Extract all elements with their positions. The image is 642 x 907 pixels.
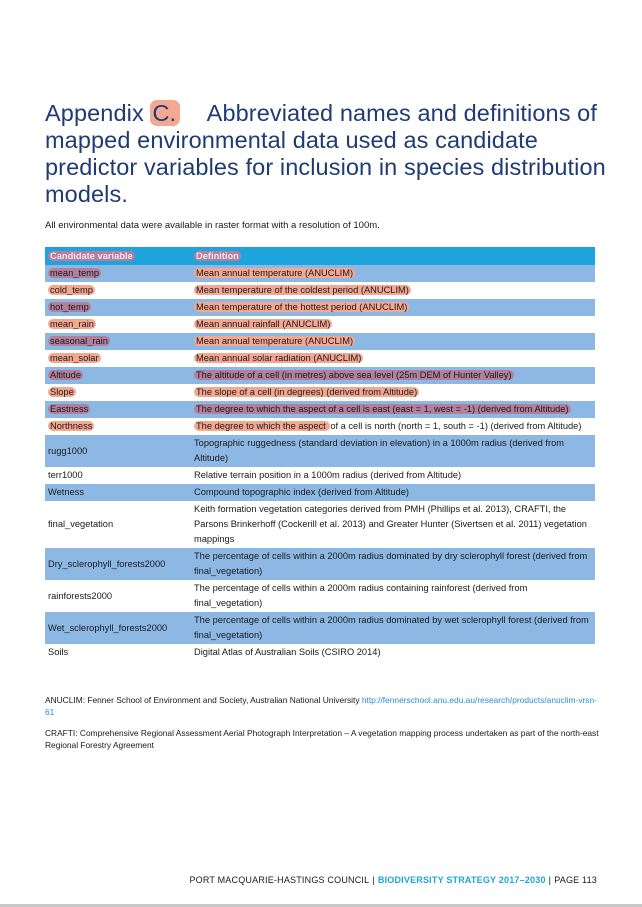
variable-definition: The percentage of cells within a 2000m radius containing rainforest (derived from final_vegetation) [191,580,595,612]
table-row [45,282,595,299]
table-row [45,418,595,435]
variable-name: mean_rain [45,316,191,333]
page-title [45,100,615,208]
variable-name: terr1000 [45,467,191,484]
variable-definition: Compound topographic index (derived from Altitude) [191,484,595,501]
table-row [45,384,595,401]
anuclim-note [45,694,605,718]
title-highlight-letter: C. [150,100,180,126]
table-row [45,612,595,644]
variable-name: Wet_sclerophyll_forests2000 [45,612,191,644]
variable-name: cold_temp [45,282,191,299]
variable-definition: The percentage of cells within a 2000m radius dominated by dry sclerophyll forest (derived from final_vegetation) [191,548,595,580]
anuclim-note-text: ANUCLIM: Fenner School of Environment and Society, Australian National University [45,695,362,705]
table-row [45,467,595,484]
variable-name: rainforests2000 [45,580,191,612]
anuclim-link[interactable]: http://fennerschool.anu.edu.au/research/products/anuclim-vrsn-61 [45,695,597,717]
footer-separator: | [372,875,375,885]
variable-definition: Topographic ruggedness (standard deviation in elevation) in a 1000m radius (derived from Altitude) [191,435,595,467]
header-candidate-variable: Candidate variable [45,247,191,265]
table-row [45,333,595,350]
variables-table [45,247,595,661]
variable-definition: Mean annual solar radiation (ANUCLIM) [191,350,595,367]
header-definition: Definition [191,247,595,265]
variable-name: seasonal_rain [45,333,191,350]
title-prefix: Appendix [45,100,151,126]
variable-definition: The percentage of cells within a 2000m radius dominated by wet sclerophyll forest (derived from final_vegetation) [191,612,595,644]
variable-name: Soils [45,644,191,661]
variable-name: mean_solar [45,350,191,367]
variable-name: Wetness [45,484,191,501]
variable-name: Eastness [45,401,191,418]
table-row [45,367,595,384]
table-row [45,265,595,282]
table-row [45,548,595,580]
variable-definition: Mean temperature of the coldest period (ANUCLIM) [191,282,595,299]
variable-definition: The degree to which the aspect of a cell is east (east = 1, west = -1) (derived from Altitude) [191,401,595,418]
variable-name: Northness [45,418,191,435]
table-row [45,401,595,418]
variable-definition: Mean annual rainfall (ANUCLIM) [191,316,595,333]
footer-separator: | [548,875,552,885]
variable-name: rugg1000 [45,435,191,467]
variable-definition: Mean annual temperature (ANUCLIM) [191,333,595,350]
page-footer [189,875,597,885]
variable-name: hot_temp [45,299,191,316]
footer-page-number: PAGE 113 [554,875,597,885]
table-row [45,484,595,501]
table-header-row [45,247,595,265]
footer-strategy: BIODIVERSITY STRATEGY 2017–2030 [377,875,546,885]
variable-name: mean_temp [45,265,191,282]
variable-definition: Relative terrain position in a 1000m radius (derived from Altitude) [191,467,595,484]
table-row [45,316,595,333]
variable-name: Altitude [45,367,191,384]
footnotes [45,694,605,760]
variable-definition: Mean temperature of the hottest period (ANUCLIM) [191,299,595,316]
variable-definition: The degree to which the aspect of a cell is north (north = 1, south = -1) (derived from Altitude) [191,418,595,435]
variable-name: Dry_sclerophyll_forests2000 [45,548,191,580]
title-rest: Abbreviated names and definitions of mapped environmental data used as candidate predictor variables for inclusion in species distribution models. [45,100,606,207]
variable-definition: The altitude of a cell (in metres) above sea level (25m DEM of Hunter Valley) [191,367,595,384]
table-row [45,580,595,612]
footer-council: PORT MACQUARIE-HASTINGS COUNCIL [189,875,370,885]
variable-definition: The slope of a cell (in degrees) (derived from Altitude) [191,384,595,401]
variable-name: final_vegetation [45,501,191,548]
table-row [45,299,595,316]
variable-definition: Mean annual temperature (ANUCLIM) [191,265,595,282]
table-row [45,435,595,467]
variable-name: Slope [45,384,191,401]
intro-text: All environmental data were available in raster format with a resolution of 100m. [45,220,380,231]
table-row [45,350,595,367]
variable-definition: Keith formation vegetation categories derived from PMH (Phillips et al. 2013), CRAFTI, the Parsons Brinkerhoff (Cockerill et al. 2013) and Greater Hunter (Sivertsen et al. 2011) vegetation mappings [191,501,595,548]
table-row [45,501,595,548]
table-row [45,644,595,661]
variable-definition: Digital Atlas of Australian Soils (CSIRO 2014) [191,644,595,661]
crafti-note: CRAFTI: Comprehensive Regional Assessment Aerial Photograph Interpretation – A vegetation mapping process undertaken as part of the north-east Regional Forestry Agreement [45,728,599,750]
